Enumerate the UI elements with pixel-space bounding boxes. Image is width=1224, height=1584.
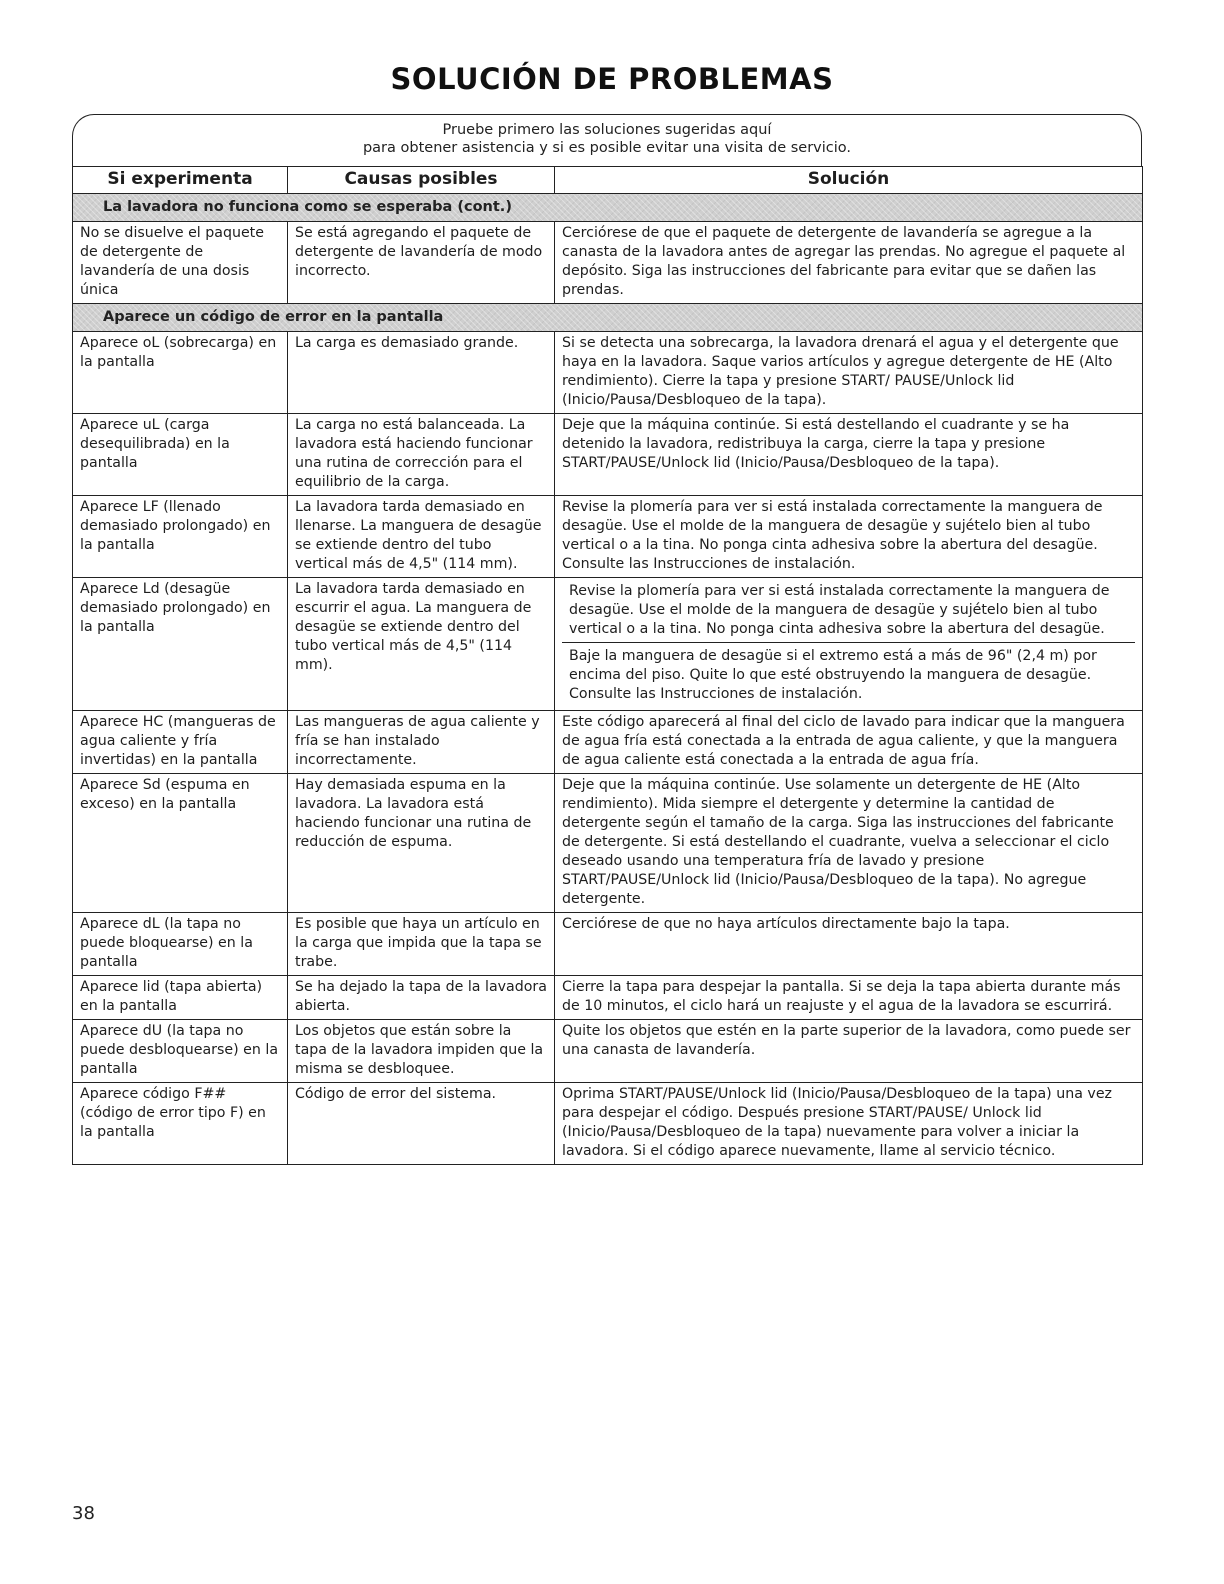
cause-cell: La carga es demasiado grande. [288,332,555,414]
section-title: La lavadora no funciona como se esperaba (cont.) [73,194,1143,222]
problem-cell: Aparece oL (sobrecarga) en la pantalla [73,332,288,414]
problem-cell: Aparece LF (llenado demasiado prolongado) en la pantalla [73,496,288,578]
intro-line-1: Pruebe primero las soluciones sugeridas aquí [442,122,772,138]
cause-cell: Se está agregando el paquete de detergente de lavandería de modo incorrecto. [288,222,555,304]
problem-cell: Aparece HC (mangueras de agua caliente y fría invertidas) en la pantalla [73,711,288,774]
table-row [73,1020,1143,1083]
cause-cell: Las mangueras de agua caliente y fría se han instalado incorrectamente. [288,711,555,774]
solution-part: Baje la manguera de desagüe si el extremo está a más de 96" (2,4 m) por encima del piso. Quite lo que esté obstruyendo la manguera de desagüe. Consulte las Instrucciones de instalación. [562,642,1135,707]
solution-cell: Si se detecta una sobrecarga, la lavadora drenará el agua y el detergente que haya en la lavadora. Saque varios artículos y agregue detergente de HE (Alto rendimiento). Cierre la tapa y presione START/ PAUSE/Unlock lid (Inicio/Pausa/Desbloqueo de la tapa). [555,332,1143,414]
table-row [73,1083,1143,1165]
header-causes: Causas posibles [288,167,555,194]
solution-cell: Cerciórese de que no haya artículos directamente bajo la tapa. [555,913,1143,976]
cause-cell: Código de error del sistema. [288,1083,555,1165]
cause-cell: Los objetos que están sobre la tapa de la lavadora impiden que la misma se desbloquee. [288,1020,555,1083]
solution-cell: Revise la plomería para ver si está instalada correctamente la manguera de desagüe. Use el molde de la manguera de desagüe y sujételo bien al tubo vertical o a la tina. No ponga cinta adhesiva sobre la abertura del desagüe. Consulte las Instrucciones de instalación. [555,496,1143,578]
solution-part: Revise la plomería para ver si está instalada correctamente la manguera de desagüe. Use el molde de la manguera de desagüe y sujételo bien al tubo vertical o a la tina. No ponga cinta adhesiva sobre la abertura del desagüe. [569,583,1110,637]
solution-cell: Este código aparecerá al final del ciclo de lavado para indicar que la manguera de agua fría está conectada a la entrada de agua caliente, y que la manguera de agua caliente está conectada a la entrada de agua fría. [555,711,1143,774]
cause-cell: Es posible que haya un artículo en la carga que impida que la tapa se trabe. [288,913,555,976]
table-header-row [73,167,1143,194]
table-row [73,711,1143,774]
cause-cell: La lavadora tarda demasiado en escurrir el agua. La manguera de desagüe se extiende dentro del tubo vertical más de 4,5" (114 mm). [288,578,555,711]
cause-cell: Hay demasiada espuma en la lavadora. La lavadora está haciendo funcionar una rutina de reducción de espuma. [288,774,555,913]
intro-text [72,121,1142,157]
intro-line-2: para obtener asistencia y si es posible evitar una visita de servicio. [362,140,852,156]
problem-cell: Aparece Ld (desagüe demasiado prolongado) en la pantalla [73,578,288,711]
problem-cell: Aparece dU (la tapa no puede desbloquearse) en la pantalla [73,1020,288,1083]
troubleshooting-table [72,166,1143,1165]
cause-cell: Se ha dejado la tapa de la lavadora abierta. [288,976,555,1020]
table-row [73,332,1143,414]
problem-cell: Aparece código F## (código de error tipo F) en la pantalla [73,1083,288,1165]
table-row [73,578,1143,711]
solution-cell: Deje que la máquina continúe. Si está destellando el cuadrante y se ha detenido la lavadora, redistribuya la carga, cierre la tapa y presione START/PAUSE/Unlock lid (Inicio/Pausa/Desbloqueo de la tapa). [555,414,1143,496]
section-header-row [73,194,1143,222]
table-row [73,496,1143,578]
solution-cell [555,578,1143,711]
problem-cell: Aparece uL (carga desequilibrada) en la pantalla [73,414,288,496]
header-solution: Solución [555,167,1143,194]
solution-cell: Quite los objetos que estén en la parte superior de la lavadora, como puede ser una canasta de lavandería. [555,1020,1143,1083]
table-row [73,222,1143,304]
solution-cell: Cerciórese de que el paquete de detergente de lavandería se agregue a la canasta de la lavadora antes de agregar las prendas. No agregue el paquete al depósito. Siga las instrucciones del fabricante para evitar que se dañen las prendas. [555,222,1143,304]
table-row [73,414,1143,496]
page-number: 38 [72,1503,95,1524]
solution-cell: Cierre la tapa para despejar la pantalla. Si se deja la tapa abierta durante más de 10 minutos, el ciclo hará un reajuste y el agua de la lavadora se escurrirá. [555,976,1143,1020]
table-row [73,774,1143,913]
problem-cell: Aparece lid (tapa abierta) en la pantalla [73,976,288,1020]
section-header-row [73,304,1143,332]
header-problem: Si experimenta [73,167,288,194]
solution-cell: Deje que la máquina continúe. Use solamente un detergente de HE (Alto rendimiento). Mida siempre el detergente y determine la cantidad de detergente según el tamaño de la carga. Siga las instrucciones del fabricante de detergente. Si está destellando el cuadrante, vuelva a seleccionar el ciclo deseado usando una temperatura fría de lavado y presione START/PAUSE/Unlock lid (Inicio/Pausa/Desbloqueo de la tapa). No agregue detergente. [555,774,1143,913]
table-body [73,194,1143,1165]
table-row [73,913,1143,976]
cause-cell: La carga no está balanceada. La lavadora está haciendo funcionar una rutina de corrección para el equilibrio de la carga. [288,414,555,496]
cause-cell: La lavadora tarda demasiado en llenarse. La manguera de desagüe se extiende dentro del tubo vertical más de 4,5" (114 mm). [288,496,555,578]
problem-cell: No se disuelve el paquete de detergente de lavandería de una dosis única [73,222,288,304]
table-row [73,976,1143,1020]
problem-cell: Aparece Sd (espuma en exceso) en la pantalla [73,774,288,913]
solution-cell: Oprima START/PAUSE/Unlock lid (Inicio/Pausa/Desbloqueo de la tapa) una vez para despejar el código. Después presione START/PAUSE/ Unlock lid (Inicio/Pausa/Desbloqueo de la tapa) nuevamente para volver a iniciar la lavadora. Si el código aparece nuevamente, llame al servicio técnico. [555,1083,1143,1165]
problem-cell: Aparece dL (la tapa no puede bloquearse) en la pantalla [73,913,288,976]
section-title: Aparece un código de error en la pantalla [73,304,1143,332]
page-title: SOLUCIÓN DE PROBLEMAS [390,62,834,96]
